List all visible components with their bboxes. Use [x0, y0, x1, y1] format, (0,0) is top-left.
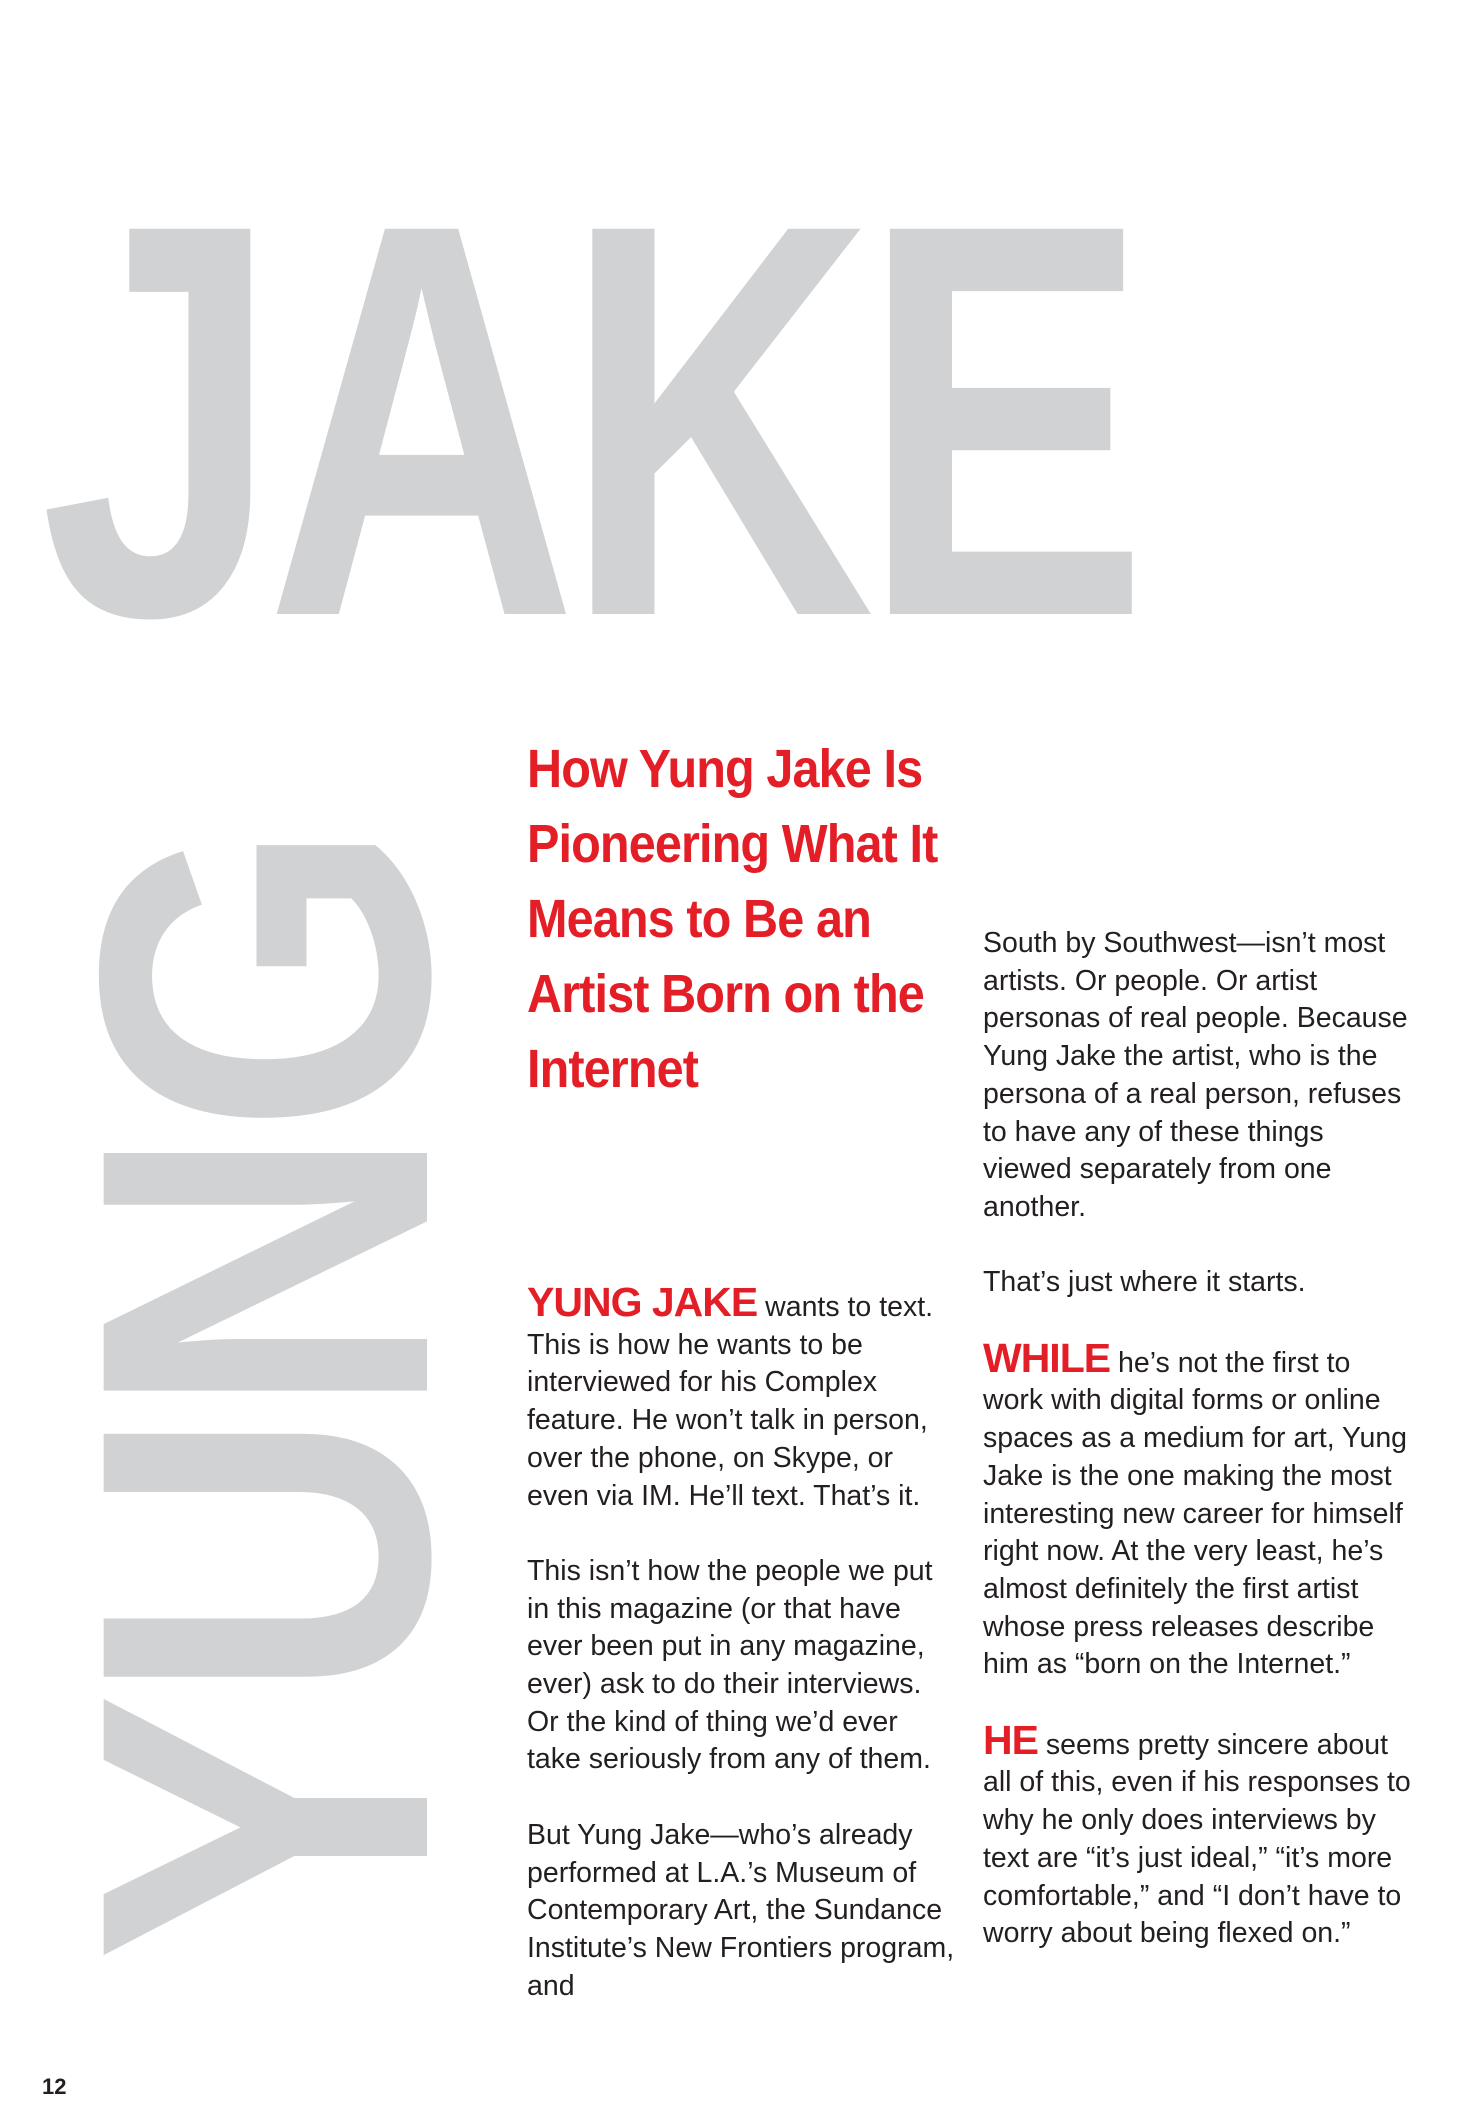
paragraph [527, 1279, 957, 1515]
paragraph-text: That’s just where it starts. [983, 1266, 1306, 1299]
paragraph [527, 1817, 957, 2006]
display-title-yung [2, 752, 527, 1962]
paragraph [983, 1264, 1413, 1302]
paragraph [983, 1716, 1413, 1953]
display-title-yung-container [2, 752, 527, 1962]
display-title-jake: JAKE [40, 107, 1135, 733]
paragraph [527, 1553, 957, 1779]
paragraph-text: This isn’t how the people we put in this magazine (or that have ever been put in any magazine, ever) ask to do their interviews. Or the kind of thing we’d ever take seriously from any of them. [527, 1554, 933, 1776]
display-title-yung-text: YUNG [2, 828, 527, 1962]
lead-in-word: WHILE [983, 1334, 1111, 1381]
paragraph-text: South by Southwest—isn’t most artists. Or people. Or artist personas of real people. Because Yung Jake the artist, who is the persona of a real person, refuses to have any of these things viewed separately from one another. [983, 927, 1408, 1223]
article-column-left [527, 1279, 957, 2043]
lead-in-word: HE [983, 1716, 1038, 1763]
paragraph-text: he’s not the first to work with digital forms or online spaces as a medium for art, Yung Jake is the one making the most interesting new career for himself right now. At the very least, he’s almost definitely the first artist whose press releases describe him as “born on the Internet.” [983, 1346, 1408, 1681]
page-number: 12 [42, 2074, 67, 2099]
paragraph [983, 925, 1413, 1227]
paragraph [983, 1334, 1413, 1684]
paragraph-text: But Yung Jake—who’s already performed at L.A.’s Museum of Contemporary Art, the Sundance Institute’s New Frontiers program, and [527, 1818, 955, 2002]
article-column-right [983, 925, 1413, 1991]
article-headline: How Yung Jake Is Pioneering What It Means to Be an Artist Born on the Internet [527, 739, 938, 1099]
paragraph-text: wants to text. This is how he wants to be interviewed for his Complex feature. He won’t talk in person, over the phone, on Skype, or even via IM. He’ll text. That’s it. [527, 1291, 934, 1512]
paragraph-text: seems pretty sincere about all of this, even if his responses to why he only does interviews by text are “it’s just ideal,” “it’s more comfortable,” and “I don’t have to worry about being flexed on.” [983, 1728, 1411, 1950]
lead-in-word: YUNG JAKE [527, 1279, 758, 1325]
